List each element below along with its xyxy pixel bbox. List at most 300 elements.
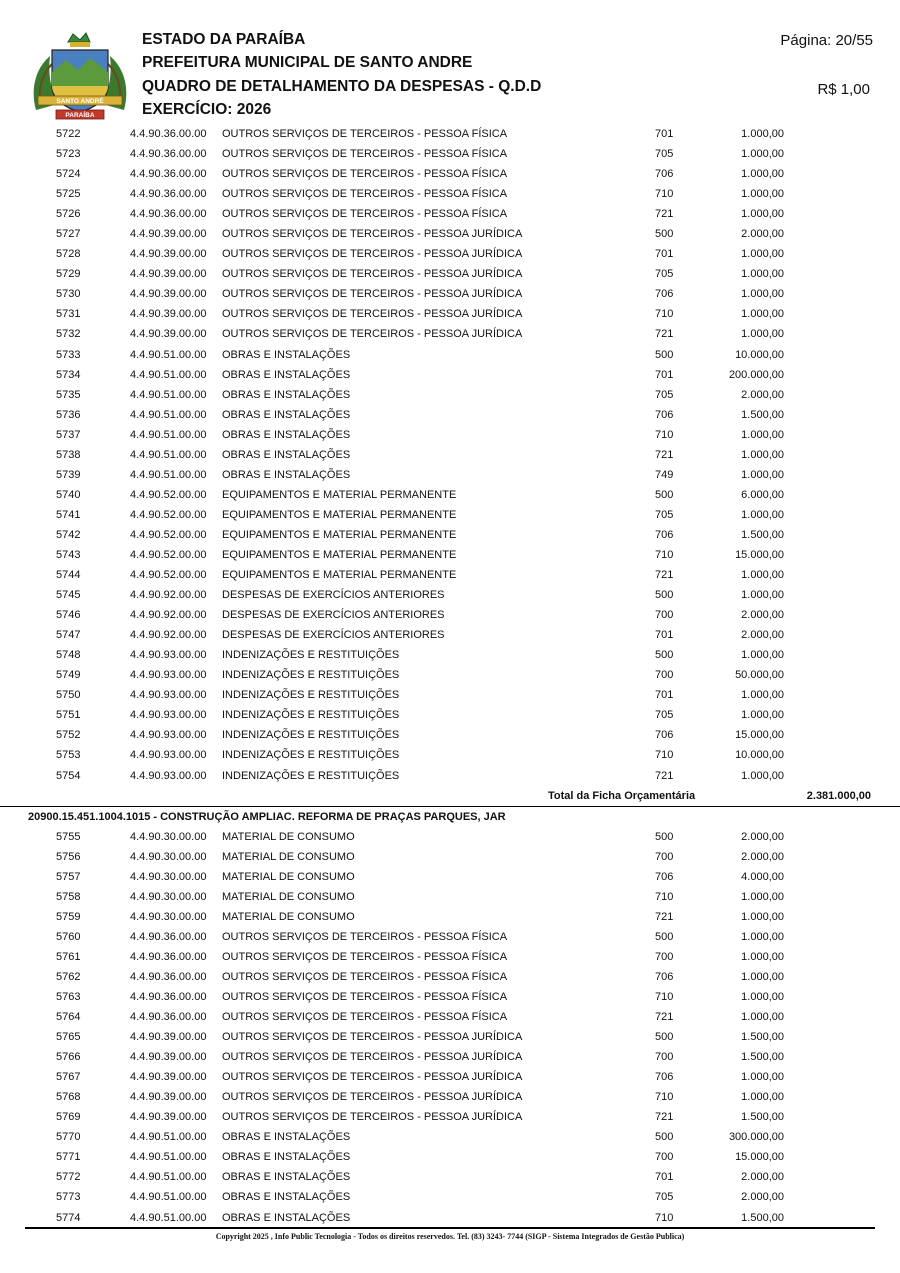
expense-description: OUTROS SERVIÇOS DE TERCEIROS - PESSOA JURÍDICA xyxy=(222,328,523,341)
resource-source: 706 xyxy=(655,1071,674,1084)
row-number: 5758 xyxy=(56,890,81,903)
resource-source: 700 xyxy=(655,950,674,963)
expense-description: DESPESAS DE EXERCÍCIOS ANTERIORES xyxy=(222,629,445,642)
resource-source: 500 xyxy=(655,830,674,843)
expense-value: 1.500,00 xyxy=(741,528,784,541)
expense-description: OUTROS SERVIÇOS DE TERCEIROS - PESSOA JURÍDICA xyxy=(222,248,523,261)
row-number: 5774 xyxy=(56,1211,81,1224)
row-number: 5738 xyxy=(56,448,81,461)
report-title: QUADRO DE DETALHAMENTO DA DESPESAS - Q.D.D xyxy=(142,78,542,95)
table-row xyxy=(0,967,900,987)
table-row xyxy=(0,485,900,505)
expense-code: 4.4.90.39.00.00 xyxy=(130,1051,207,1064)
expense-description: INDENIZAÇÕES E RESTITUIÇÕES xyxy=(222,689,400,702)
expense-value: 1.000,00 xyxy=(741,689,784,702)
table-row xyxy=(0,725,900,745)
expense-description: OBRAS E INSTALAÇÕES xyxy=(222,1171,351,1184)
expense-description: EQUIPAMENTOS E MATERIAL PERMANENTE xyxy=(222,488,457,501)
table-row xyxy=(0,1007,900,1027)
expense-value: 1.000,00 xyxy=(741,890,784,903)
expense-code: 4.4.90.51.00.00 xyxy=(130,408,207,421)
table-row xyxy=(0,1147,900,1167)
resource-source: 500 xyxy=(655,649,674,662)
table-row xyxy=(0,244,900,264)
expense-code: 4.4.90.39.00.00 xyxy=(130,288,207,301)
expense-value: 2.000,00 xyxy=(741,850,784,863)
expense-code: 4.4.90.36.00.00 xyxy=(130,188,207,201)
table-row xyxy=(0,1107,900,1127)
row-number: 5723 xyxy=(56,148,81,161)
resource-source: 721 xyxy=(655,569,674,582)
expense-code: 4.4.90.93.00.00 xyxy=(130,769,207,782)
expense-description: MATERIAL DE CONSUMO xyxy=(222,850,355,863)
expense-description: OBRAS E INSTALAÇÕES xyxy=(222,408,351,421)
row-number: 5724 xyxy=(56,168,81,181)
table-row xyxy=(0,525,900,545)
table-row xyxy=(0,887,900,907)
table-row xyxy=(0,365,900,385)
expense-value: 1.000,00 xyxy=(741,589,784,602)
expense-description: OUTROS SERVIÇOS DE TERCEIROS - PESSOA FÍSICA xyxy=(222,188,508,201)
expense-value: 1.000,00 xyxy=(741,128,784,140)
resource-source: 705 xyxy=(655,709,674,722)
expense-description: INDENIZAÇÕES E RESTITUIÇÕES xyxy=(222,669,400,682)
row-number: 5750 xyxy=(56,689,81,702)
table-row xyxy=(0,605,900,625)
row-number: 5747 xyxy=(56,629,81,642)
expense-description: OUTROS SERVIÇOS DE TERCEIROS - PESSOA JURÍDICA xyxy=(222,288,523,301)
row-number: 5767 xyxy=(56,1071,81,1084)
table-row xyxy=(0,665,900,685)
table-row xyxy=(0,766,900,786)
row-number: 5733 xyxy=(56,348,81,361)
expense-value: 1.000,00 xyxy=(741,1071,784,1084)
row-number: 5759 xyxy=(56,910,81,923)
table-row xyxy=(0,745,900,765)
expense-value: 2.000,00 xyxy=(741,1171,784,1184)
table-row xyxy=(0,987,900,1007)
expense-description: MATERIAL DE CONSUMO xyxy=(222,870,355,883)
expense-description: EQUIPAMENTOS E MATERIAL PERMANENTE xyxy=(222,569,457,582)
row-number: 5731 xyxy=(56,308,81,321)
expense-description: OUTROS SERVIÇOS DE TERCEIROS - PESSOA FÍSICA xyxy=(222,1011,508,1024)
svg-text:PARAÍBA: PARAÍBA xyxy=(65,112,95,119)
resource-source: 710 xyxy=(655,308,674,321)
row-number: 5772 xyxy=(56,1171,81,1184)
expense-description: OUTROS SERVIÇOS DE TERCEIROS - PESSOA JURÍDICA xyxy=(222,1031,523,1044)
expense-code: 4.4.90.51.00.00 xyxy=(130,1131,207,1144)
expense-description: MATERIAL DE CONSUMO xyxy=(222,910,355,923)
resource-source: 500 xyxy=(655,228,674,241)
table-row xyxy=(0,685,900,705)
expense-code: 4.4.90.51.00.00 xyxy=(130,448,207,461)
resource-source: 710 xyxy=(655,991,674,1004)
table-row xyxy=(0,405,900,425)
resource-source: 706 xyxy=(655,168,674,181)
table-row xyxy=(0,847,900,867)
expense-value: 50.000,00 xyxy=(735,669,784,682)
row-number: 5735 xyxy=(56,388,81,401)
expense-code: 4.4.90.93.00.00 xyxy=(130,729,207,742)
expense-code: 4.4.90.51.00.00 xyxy=(130,1171,207,1184)
footer-divider xyxy=(25,1227,875,1229)
expense-value: 1.500,00 xyxy=(741,1051,784,1064)
expense-table xyxy=(0,124,900,1228)
expense-code: 4.4.90.52.00.00 xyxy=(130,548,207,561)
expense-description: OUTROS SERVIÇOS DE TERCEIROS - PESSOA FÍSICA xyxy=(222,950,508,963)
resource-source: 705 xyxy=(655,1191,674,1204)
table-row xyxy=(0,645,900,665)
table-row xyxy=(0,1027,900,1047)
expense-description: OBRAS E INSTALAÇÕES xyxy=(222,428,351,441)
resource-source: 710 xyxy=(655,890,674,903)
expense-code: 4.4.90.93.00.00 xyxy=(130,749,207,762)
expense-value: 1.000,00 xyxy=(741,709,784,722)
expense-code: 4.4.90.39.00.00 xyxy=(130,268,207,281)
table-row xyxy=(0,1127,900,1147)
table-row xyxy=(0,204,900,224)
table-row xyxy=(0,1167,900,1187)
expense-code: 4.4.90.51.00.00 xyxy=(130,468,207,481)
expense-description: INDENIZAÇÕES E RESTITUIÇÕES xyxy=(222,709,400,722)
resource-source: 705 xyxy=(655,508,674,521)
expense-description: EQUIPAMENTOS E MATERIAL PERMANENTE xyxy=(222,508,457,521)
expense-description: OUTROS SERVIÇOS DE TERCEIROS - PESSOA FÍSICA xyxy=(222,128,508,140)
expense-description: INDENIZAÇÕES E RESTITUIÇÕES xyxy=(222,729,400,742)
row-number: 5734 xyxy=(56,368,81,381)
expense-code: 4.4.90.39.00.00 xyxy=(130,1031,207,1044)
table-row xyxy=(0,284,900,304)
table-row xyxy=(0,324,900,344)
expense-code: 4.4.90.30.00.00 xyxy=(130,850,207,863)
expense-description: OBRAS E INSTALAÇÕES xyxy=(222,1151,351,1164)
expense-description: OBRAS E INSTALAÇÕES xyxy=(222,468,351,481)
expense-description: OUTROS SERVIÇOS DE TERCEIROS - PESSOA FÍSICA xyxy=(222,208,508,221)
expense-code: 4.4.90.36.00.00 xyxy=(130,148,207,161)
row-number: 5753 xyxy=(56,749,81,762)
row-number: 5744 xyxy=(56,569,81,582)
expense-code: 4.4.90.51.00.00 xyxy=(130,428,207,441)
table-row xyxy=(0,445,900,465)
expense-value: 2.000,00 xyxy=(741,609,784,622)
table-row xyxy=(0,1087,900,1107)
row-number: 5766 xyxy=(56,1051,81,1064)
resource-source: 701 xyxy=(655,248,674,261)
resource-source: 721 xyxy=(655,910,674,923)
row-number: 5746 xyxy=(56,609,81,622)
table-row xyxy=(0,565,900,585)
row-number: 5749 xyxy=(56,669,81,682)
expense-value: 6.000,00 xyxy=(741,488,784,501)
table-row xyxy=(0,827,900,847)
resource-source: 706 xyxy=(655,729,674,742)
expense-code: 4.4.90.52.00.00 xyxy=(130,569,207,582)
expense-code: 4.4.90.39.00.00 xyxy=(130,308,207,321)
expense-code: 4.4.90.93.00.00 xyxy=(130,709,207,722)
table-row xyxy=(0,1047,900,1067)
expense-value: 1.000,00 xyxy=(741,268,784,281)
table-row xyxy=(0,1067,900,1087)
ficha-header-row xyxy=(0,807,900,827)
row-number: 5761 xyxy=(56,950,81,963)
expense-description: DESPESAS DE EXERCÍCIOS ANTERIORES xyxy=(222,589,445,602)
expense-value: 200.000,00 xyxy=(728,368,784,381)
expense-code: 4.4.90.39.00.00 xyxy=(130,1111,207,1124)
expense-description: OUTROS SERVIÇOS DE TERCEIROS - PESSOA JURÍDICA xyxy=(222,1091,523,1104)
expense-value: 1.000,00 xyxy=(741,930,784,943)
row-number: 5755 xyxy=(56,830,81,843)
row-number: 5768 xyxy=(56,1091,81,1104)
expense-value: 1.000,00 xyxy=(741,208,784,221)
expense-code: 4.4.90.39.00.00 xyxy=(130,328,207,341)
row-number: 5730 xyxy=(56,288,81,301)
resource-source: 500 xyxy=(655,930,674,943)
row-number: 5727 xyxy=(56,228,81,241)
expense-code: 4.4.90.51.00.00 xyxy=(130,1211,207,1224)
expense-description: OBRAS E INSTALAÇÕES xyxy=(222,1191,351,1204)
resource-source: 700 xyxy=(655,1151,674,1164)
expense-code: 4.4.90.51.00.00 xyxy=(130,1151,207,1164)
table-row xyxy=(0,144,900,164)
resource-source: 500 xyxy=(655,589,674,602)
row-number: 5741 xyxy=(56,508,81,521)
expense-value: 1.000,00 xyxy=(741,248,784,261)
table-row xyxy=(0,465,900,485)
row-number: 5752 xyxy=(56,729,81,742)
expense-description: OBRAS E INSTALAÇÕES xyxy=(222,1211,351,1224)
expense-value: 10.000,00 xyxy=(735,749,784,762)
resource-source: 705 xyxy=(655,268,674,281)
expense-code: 4.4.90.30.00.00 xyxy=(130,910,207,923)
expense-code: 4.4.90.51.00.00 xyxy=(130,368,207,381)
row-number: 5751 xyxy=(56,709,81,722)
row-number: 5763 xyxy=(56,991,81,1004)
expense-value: 1.000,00 xyxy=(741,569,784,582)
row-number: 5754 xyxy=(56,769,81,782)
expense-code: 4.4.90.30.00.00 xyxy=(130,890,207,903)
expense-value: 1.500,00 xyxy=(741,1111,784,1124)
resource-source: 701 xyxy=(655,1171,674,1184)
row-number: 5729 xyxy=(56,268,81,281)
resource-source: 710 xyxy=(655,749,674,762)
expense-code: 4.4.90.51.00.00 xyxy=(130,348,207,361)
expense-value: 15.000,00 xyxy=(735,548,784,561)
expense-description: OBRAS E INSTALAÇÕES xyxy=(222,368,351,381)
table-row xyxy=(0,585,900,605)
expense-code: 4.4.90.36.00.00 xyxy=(130,930,207,943)
expense-code: 4.4.90.39.00.00 xyxy=(130,228,207,241)
expense-value: 1.000,00 xyxy=(741,448,784,461)
row-number: 5770 xyxy=(56,1131,81,1144)
expense-code: 4.4.90.93.00.00 xyxy=(130,669,207,682)
expense-description: OUTROS SERVIÇOS DE TERCEIROS - PESSOA JURÍDICA xyxy=(222,1111,523,1124)
expense-description: OUTROS SERVIÇOS DE TERCEIROS - PESSOA FÍSICA xyxy=(222,168,508,181)
resource-source: 701 xyxy=(655,689,674,702)
expense-value: 1.000,00 xyxy=(741,288,784,301)
total-row xyxy=(0,786,900,807)
table-row xyxy=(0,304,900,324)
expense-description: OUTROS SERVIÇOS DE TERCEIROS - PESSOA JURÍDICA xyxy=(222,308,523,321)
resource-source: 701 xyxy=(655,128,674,140)
expense-description: OUTROS SERVIÇOS DE TERCEIROS - PESSOA FÍSICA xyxy=(222,930,508,943)
expense-value: 1.000,00 xyxy=(741,1011,784,1024)
expense-value: 1.000,00 xyxy=(741,328,784,341)
table-row xyxy=(0,907,900,927)
expense-value: 1.000,00 xyxy=(741,188,784,201)
row-number: 5771 xyxy=(56,1151,81,1164)
expense-description: OUTROS SERVIÇOS DE TERCEIROS - PESSOA JURÍDICA xyxy=(222,268,523,281)
expense-code: 4.4.90.52.00.00 xyxy=(130,528,207,541)
expense-code: 4.4.90.52.00.00 xyxy=(130,488,207,501)
expense-value: 1.500,00 xyxy=(741,408,784,421)
resource-source: 706 xyxy=(655,288,674,301)
row-number: 5745 xyxy=(56,589,81,602)
expense-code: 4.4.90.36.00.00 xyxy=(130,950,207,963)
expense-description: MATERIAL DE CONSUMO xyxy=(222,890,355,903)
table-row xyxy=(0,1187,900,1207)
expense-code: 4.4.90.92.00.00 xyxy=(130,629,207,642)
resource-source: 749 xyxy=(655,468,674,481)
expense-description: INDENIZAÇÕES E RESTITUIÇÕES xyxy=(222,749,400,762)
table-row xyxy=(0,224,900,244)
expense-description: INDENIZAÇÕES E RESTITUIÇÕES xyxy=(222,769,400,782)
resource-source: 721 xyxy=(655,208,674,221)
expense-description: EQUIPAMENTOS E MATERIAL PERMANENTE xyxy=(222,548,457,561)
expense-description: OUTROS SERVIÇOS DE TERCEIROS - PESSOA JURÍDICA xyxy=(222,1051,523,1064)
expense-value: 1.000,00 xyxy=(741,649,784,662)
expense-code: 4.4.90.30.00.00 xyxy=(130,870,207,883)
row-number: 5764 xyxy=(56,1011,81,1024)
row-number: 5725 xyxy=(56,188,81,201)
expense-value: 1.000,00 xyxy=(741,970,784,983)
expense-value: 1.000,00 xyxy=(741,468,784,481)
expense-description: OUTROS SERVIÇOS DE TERCEIROS - PESSOA JURÍDICA xyxy=(222,1071,523,1084)
expense-value: 1.000,00 xyxy=(741,168,784,181)
resource-source: 700 xyxy=(655,850,674,863)
resource-source: 500 xyxy=(655,1131,674,1144)
expense-value: 1.000,00 xyxy=(741,991,784,1004)
expense-value: 1.000,00 xyxy=(741,1091,784,1104)
prefecture-title: PREFEITURA MUNICIPAL DE SANTO ANDRE xyxy=(142,54,473,71)
resource-source: 700 xyxy=(655,609,674,622)
total-value: 2.381.000,00 xyxy=(806,789,871,802)
resource-source: 721 xyxy=(655,328,674,341)
expense-code: 4.4.90.51.00.00 xyxy=(130,388,207,401)
expense-value: 1.000,00 xyxy=(741,910,784,923)
table-row xyxy=(0,385,900,405)
expense-code: 4.4.90.36.00.00 xyxy=(130,128,207,140)
coat-of-arms-logo xyxy=(28,28,132,124)
table-row xyxy=(0,867,900,887)
row-number: 5736 xyxy=(56,408,81,421)
expense-value: 1.000,00 xyxy=(741,148,784,161)
expense-value: 15.000,00 xyxy=(735,1151,784,1164)
table-row xyxy=(0,927,900,947)
expense-code: 4.4.90.92.00.00 xyxy=(130,589,207,602)
resource-source: 700 xyxy=(655,669,674,682)
row-number: 5737 xyxy=(56,428,81,441)
resource-source: 701 xyxy=(655,368,674,381)
expense-value: 15.000,00 xyxy=(735,729,784,742)
row-number: 5742 xyxy=(56,528,81,541)
expense-code: 4.4.90.36.00.00 xyxy=(130,168,207,181)
table-row xyxy=(0,947,900,967)
expense-code: 4.4.90.93.00.00 xyxy=(130,649,207,662)
row-number: 5722 xyxy=(56,128,81,140)
resource-source: 500 xyxy=(655,1031,674,1044)
row-number: 5748 xyxy=(56,649,81,662)
resource-source: 710 xyxy=(655,1091,674,1104)
total-label: Total da Ficha Orçamentária xyxy=(548,789,696,802)
row-number: 5740 xyxy=(56,488,81,501)
resource-source: 706 xyxy=(655,970,674,983)
expense-code: 4.4.90.52.00.00 xyxy=(130,508,207,521)
row-number: 5739 xyxy=(56,468,81,481)
table-row xyxy=(0,505,900,525)
expense-code: 4.4.90.36.00.00 xyxy=(130,991,207,1004)
expense-value: 1.500,00 xyxy=(741,1211,784,1224)
svg-text:SANTO ANDRÉ: SANTO ANDRÉ xyxy=(56,98,104,105)
resource-source: 706 xyxy=(655,408,674,421)
resource-source: 710 xyxy=(655,1211,674,1224)
expense-value: 1.000,00 xyxy=(741,508,784,521)
expense-value: 1.000,00 xyxy=(741,769,784,782)
row-number: 5765 xyxy=(56,1031,81,1044)
resource-source: 721 xyxy=(655,769,674,782)
table-row xyxy=(0,1208,900,1228)
expense-description: OBRAS E INSTALAÇÕES xyxy=(222,448,351,461)
resource-source: 500 xyxy=(655,348,674,361)
resource-source: 721 xyxy=(655,1111,674,1124)
expense-description: MATERIAL DE CONSUMO xyxy=(222,830,355,843)
resource-source: 706 xyxy=(655,528,674,541)
table-row xyxy=(0,164,900,184)
resource-source: 705 xyxy=(655,388,674,401)
row-number: 5760 xyxy=(56,930,81,943)
row-number: 5743 xyxy=(56,548,81,561)
row-number: 5769 xyxy=(56,1111,81,1124)
expense-code: 4.4.90.93.00.00 xyxy=(130,689,207,702)
expense-value: 2.000,00 xyxy=(741,228,784,241)
expense-description: OBRAS E INSTALAÇÕES xyxy=(222,388,351,401)
expense-code: 4.4.90.39.00.00 xyxy=(130,248,207,261)
table-row xyxy=(0,705,900,725)
expense-code: 4.4.90.51.00.00 xyxy=(130,1191,207,1204)
expense-description: OUTROS SERVIÇOS DE TERCEIROS - PESSOA FÍSICA xyxy=(222,148,508,161)
expense-description: INDENIZAÇÕES E RESTITUIÇÕES xyxy=(222,649,400,662)
expense-value: 1.000,00 xyxy=(741,428,784,441)
resource-source: 710 xyxy=(655,428,674,441)
row-number: 5756 xyxy=(56,850,81,863)
resource-source: 721 xyxy=(655,448,674,461)
expense-description: OBRAS E INSTALAÇÕES xyxy=(222,348,351,361)
expense-description: EQUIPAMENTOS E MATERIAL PERMANENTE xyxy=(222,528,457,541)
expense-value: 2.000,00 xyxy=(741,830,784,843)
expense-code: 4.4.90.36.00.00 xyxy=(130,208,207,221)
row-number: 5773 xyxy=(56,1191,81,1204)
row-number: 5726 xyxy=(56,208,81,221)
row-number: 5732 xyxy=(56,328,81,341)
expense-description: OBRAS E INSTALAÇÕES xyxy=(222,1131,351,1144)
resource-source: 701 xyxy=(655,629,674,642)
expense-value: 2.000,00 xyxy=(741,1191,784,1204)
expense-description: DESPESAS DE EXERCÍCIOS ANTERIORES xyxy=(222,609,445,622)
resource-source: 721 xyxy=(655,1011,674,1024)
expense-value: 2.000,00 xyxy=(741,629,784,642)
resource-source: 710 xyxy=(655,188,674,201)
expense-code: 4.4.90.39.00.00 xyxy=(130,1091,207,1104)
page-number: Página: 20/55 xyxy=(780,32,873,49)
